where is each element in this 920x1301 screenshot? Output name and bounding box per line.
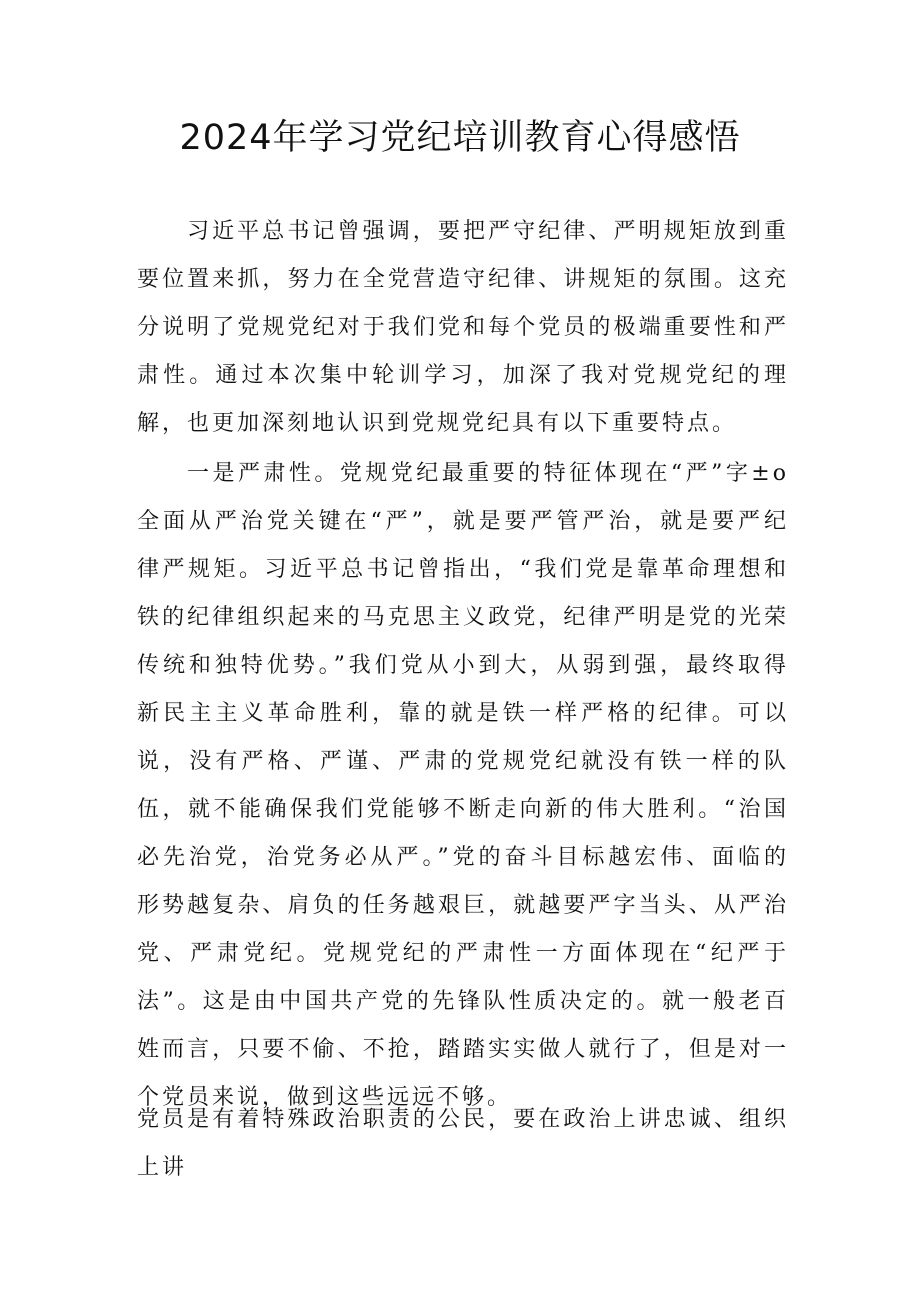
paragraph-party-member: 党员是有着特殊政治职责的公民，要在政治上讲忠诚、组织上讲 [137, 1107, 789, 1180]
document-title: 2024年学习党纪培训教育心得感悟 [179, 118, 741, 158]
paragraph-seriousness: 一是严肃性。党规党纪最重要的特征体现在“严”字±o全面从严治党关键在“严”，就是要严管严治，就是要严纪律严规矩。习近平总书记曾指出，“我们党是靠革命理想和铁的纪律组织起来的马克思主义政党，纪律严明是党的光荣传统和独特优势。”我们党从小到大，从弱到强，最终取得新民主主义革命胜利，靠的就是铁一样严格的纪律。可以说，没有严格、严谨、严肃的党规党纪就没有铁一样的队伍，就不能确保我们党能够不断走向新的伟大胜利。“治国必先治党，治党务必从严。”党的奋斗目标越宏伟、面临的形势越复杂、肩负的任务越艰巨，就越要严字当头、从严治党、严肃党纪。党规党纪的严肃性一方面体现在“纪严于法”。这是由中国共产党的先锋队性质决定的。就一般老百姓而言，只要不偷、不抢，踏踏实实做人就行了，但是对一个党员来说，做到这些远远不够。 [137, 461, 789, 1110]
paragraph-intro: 习近平总书记曾强调，要把严守纪律、严明规矩放到重要位置来抓，努力在全党营造守纪律、讲规矩的氛围。这充分说明了党规党纪对于我们党和每个党员的极端重要性和严肃性。通过本次集中轮训学习，加深了我对党规党纪的理解，也更加深刻地认识到党规党纪具有以下重要特点。 [137, 219, 789, 436]
